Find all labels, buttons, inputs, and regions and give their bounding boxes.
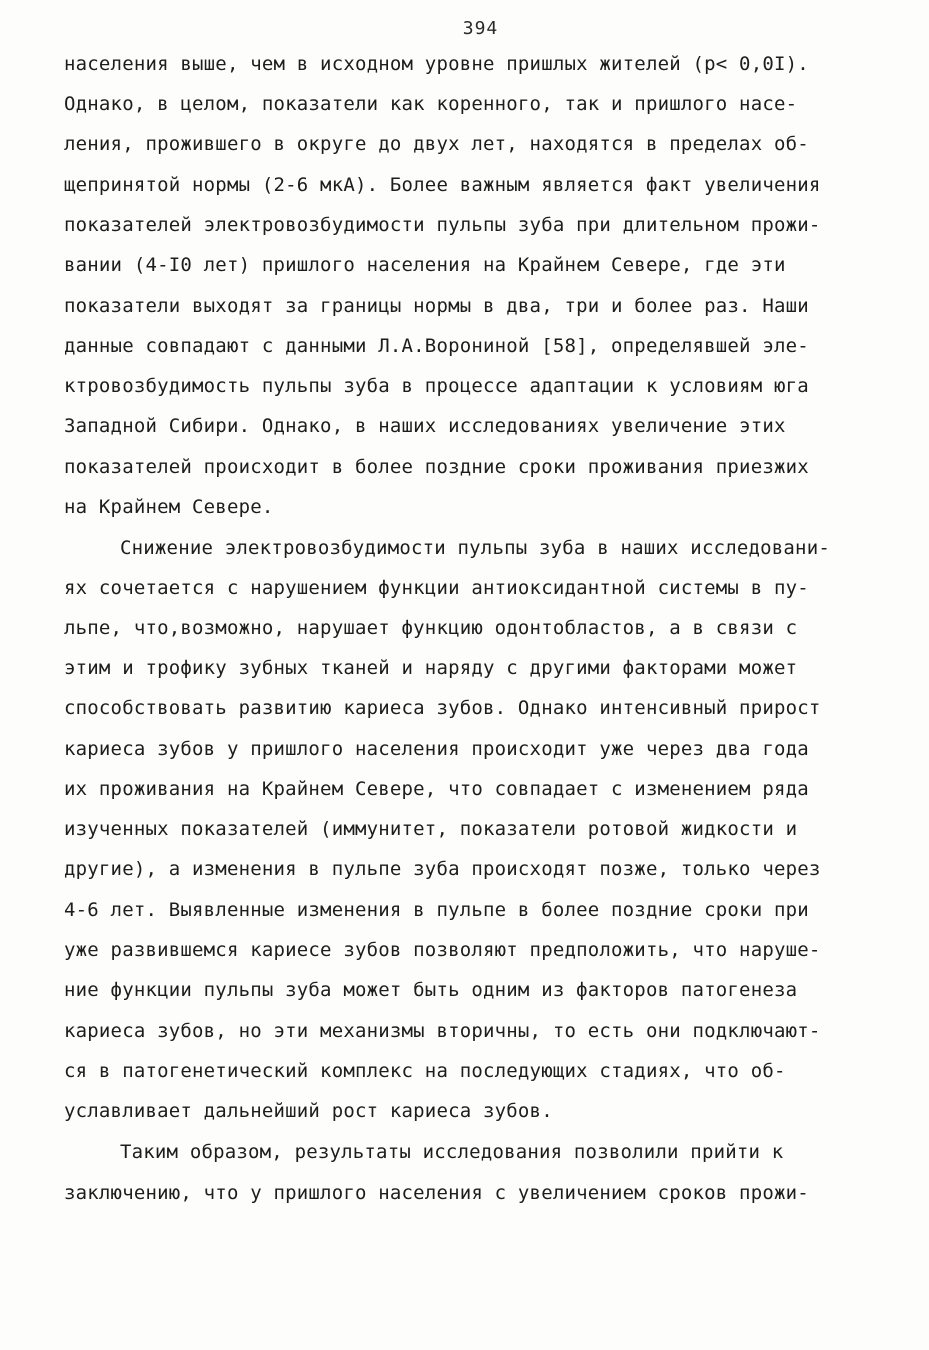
text-line: 4-6 лет. Выявленные изменения в пульпе в более поздние сроки при <box>64 899 809 921</box>
text-line: ктровозбудимость пульпы зуба в процессе адаптации к условиям юга <box>64 375 809 397</box>
text-line: Снижение электровозбудимости пульпы зуба в наших исследовани- <box>120 537 830 559</box>
text-line: кариеса зубов у пришлого населения происходит уже через два года <box>64 738 809 760</box>
text-line: заключению, что у пришлого населения с увеличением сроков прожи- <box>64 1182 809 1204</box>
text-line: ления, прожившего в округе до двух лет, находятся в пределах об- <box>64 133 809 155</box>
text-line: другие), а изменения в пульпе зуба происходят позже, только через <box>64 858 821 880</box>
text-line: показателей происходит в более поздние сроки проживания приезжих <box>64 456 809 478</box>
text-line: показателей электровозбудимости пульпы зуба при длительном прожи- <box>64 214 821 236</box>
text-line: населения выше, чем в исходном уровне пришлых жителей (p< 0,0I). <box>64 53 809 75</box>
text-line: способствовать развитию кариеса зубов. Однако интенсивный прирост <box>64 697 821 719</box>
text-line: вании (4-I0 лет) пришлого населения на Крайнем Севере, где эти <box>64 254 786 276</box>
text-line: Западной Сибири. Однако, в наших исследованиях увеличение этих <box>64 415 786 437</box>
text-line: этим и трофику зубных тканей и наряду с другими факторами может <box>64 657 798 679</box>
text-line: уславливает дальнейший рост кариеса зубов. <box>64 1100 553 1122</box>
text-line: их проживания на Крайнем Севере, что совпадает с изменением ряда <box>64 778 809 800</box>
text-line: льпе, что,возможно, нарушает функцию одонтобластов, а в связи с <box>64 617 798 639</box>
text-line: показатели выходят за границы нормы в два, три и более раз. Наши <box>64 295 809 317</box>
text-line: ях сочетается с нарушением функции антиоксидантной системы в пу- <box>64 577 809 599</box>
text-line: Таким образом, результаты исследования позволили прийти к <box>120 1141 784 1163</box>
text-line: щепринятой нормы (2-6 мкА). Более важным является факт увеличения <box>64 174 821 196</box>
text-line: Однако, в целом, показатели как коренного, так и пришлого насе- <box>64 93 798 115</box>
page-number: 394 <box>462 18 499 39</box>
text-line: на Крайнем Севере. <box>64 496 274 518</box>
text-line: ся в патогенетический комплекс на последующих стадиях, что об- <box>64 1060 786 1082</box>
text-line: изученных показателей (иммунитет, показатели ротовой жидкости и <box>64 818 798 840</box>
text-line: кариеса зубов, но эти механизмы вторичны, то есть они подключают- <box>64 1020 821 1042</box>
text-line: данные совпадают с данными Л.А.Ворониной [58], определявшей эле- <box>64 335 809 357</box>
text-line: уже развившемся кариесе зубов позволяют предположить, что наруше- <box>64 939 821 961</box>
text-line: ние функции пульпы зуба может быть одним из факторов патогенеза <box>64 979 798 1001</box>
